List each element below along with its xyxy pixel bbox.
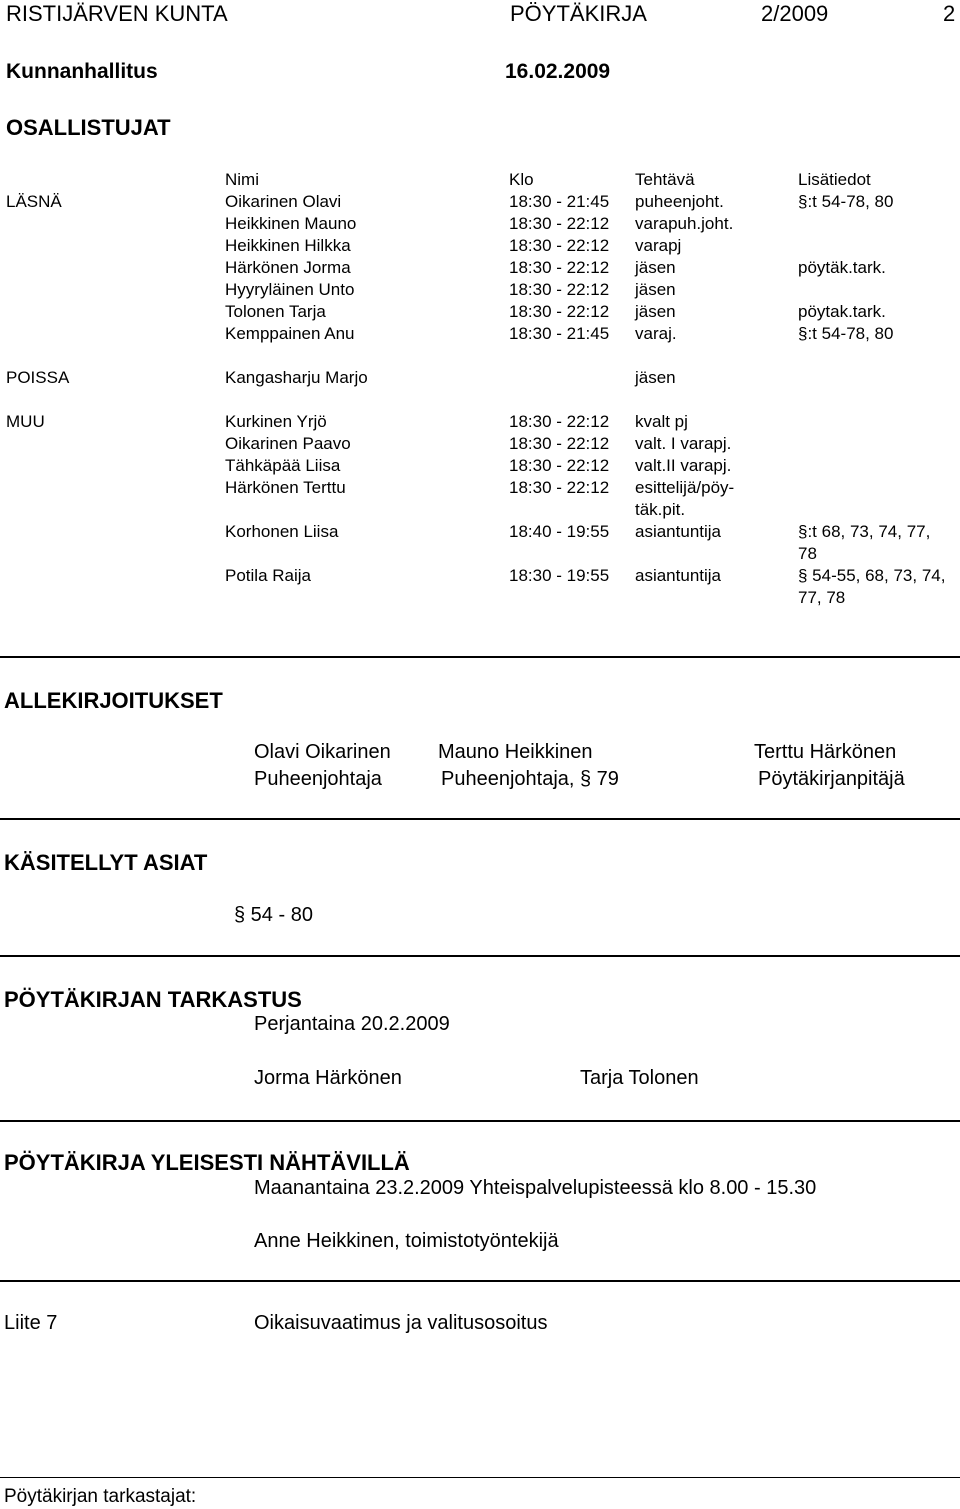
reviewer-name: Tarja Tolonen <box>580 1067 699 1089</box>
handled-items-range: § 54 - 80 <box>234 904 313 926</box>
group-label-absent: POISSA <box>6 368 70 387</box>
participant-time: 18:30 - 22:12 <box>509 280 610 299</box>
participants-title: OSALLISTUJAT <box>6 115 171 140</box>
participant-name: Kemppainen Anu <box>225 324 355 343</box>
footer-divider <box>0 1477 960 1478</box>
reviewer-name: Jorma Härkönen <box>254 1067 402 1089</box>
participant-time: 18:30 - 22:12 <box>509 456 610 475</box>
document-number: 2/2009 <box>761 1 829 26</box>
governing-body: Kunnanhallitus <box>6 60 158 83</box>
signer-name: Mauno Heikkinen <box>438 741 593 763</box>
page-number: 2 <box>943 1 956 26</box>
participant-role: varapj <box>635 236 682 255</box>
signatures-title: ALLEKIRJOITUKSET <box>4 688 223 713</box>
participant-name: Tähkäpää Liisa <box>225 456 341 475</box>
signer-role: Pöytäkirjanpitäjä <box>758 768 905 790</box>
participant-time: 18:30 - 21:45 <box>509 324 610 343</box>
participant-name: Härkönen Jorma <box>225 258 351 277</box>
participant-role: varapuh.joht. <box>635 214 734 233</box>
participant-name: Tolonen Tarja <box>225 302 326 321</box>
column-header-notes: Lisätiedot <box>798 170 871 189</box>
participant-notes: §:t 68, 73, 74, 77, <box>798 522 931 541</box>
absent-role: jäsen <box>635 368 676 387</box>
participant-notes: § 54-55, 68, 73, 74, <box>798 566 946 585</box>
column-header-time: Klo <box>509 170 534 189</box>
participant-role: jäsen <box>635 280 676 299</box>
participant-notes-continued: 77, 78 <box>798 588 846 607</box>
participant-time: 18:30 - 22:12 <box>509 236 610 255</box>
absent-name: Kangasharju Marjo <box>225 368 368 387</box>
appendix-text: Oikaisuvaatimus ja valitusosoitus <box>254 1312 548 1334</box>
participant-notes: pöytäk.tark. <box>798 258 886 277</box>
divider <box>0 1280 960 1282</box>
public-display-by: Anne Heikkinen, toimistotyöntekijä <box>254 1230 559 1252</box>
participant-time: 18:30 - 22:12 <box>509 478 610 497</box>
participant-notes: pöytak.tark. <box>798 302 886 321</box>
signer-role: Puheenjohtaja, § 79 <box>441 768 619 790</box>
participant-name: Heikkinen Hilkka <box>225 236 351 255</box>
column-header-role: Tehtävä <box>635 170 695 189</box>
appendix-label: Liite 7 <box>4 1312 58 1334</box>
participant-name: Kurkinen Yrjö <box>225 412 327 431</box>
participant-name: Härkönen Terttu <box>225 478 346 497</box>
participant-name: Korhonen Liisa <box>225 522 339 541</box>
footer-reviewers-label: Pöytäkirjan tarkastajat: <box>4 1486 197 1507</box>
review-date: Perjantaina 20.2.2009 <box>254 1013 450 1035</box>
review-title: PÖYTÄKIRJAN TARKASTUS <box>4 987 302 1012</box>
participant-time: 18:30 - 22:12 <box>509 434 610 453</box>
group-label-other: MUU <box>6 412 45 431</box>
divider <box>0 656 960 658</box>
meeting-date: 16.02.2009 <box>505 60 611 83</box>
participant-role: valt. I varapj. <box>635 434 732 453</box>
handled-items-title: KÄSITELLYT ASIAT <box>4 850 208 875</box>
participant-role: asiantuntija <box>635 566 722 585</box>
document-type: PÖYTÄKIRJA <box>510 1 647 26</box>
signer-name: Terttu Härkönen <box>754 741 897 763</box>
participant-time: 18:30 - 22:12 <box>509 214 610 233</box>
participant-notes: §:t 54-78, 80 <box>798 192 894 211</box>
participant-role: asiantuntija <box>635 522 722 541</box>
participant-notes: §:t 54-78, 80 <box>798 324 894 343</box>
participant-name: Potila Raija <box>225 566 311 585</box>
participant-role: puheenjoht. <box>635 192 724 211</box>
participant-time: 18:30 - 21:45 <box>509 192 610 211</box>
municipality-name: RISTIJÄRVEN KUNTA <box>6 1 228 26</box>
signer-name: Olavi Oikarinen <box>254 741 391 763</box>
participant-name: Oikarinen Paavo <box>225 434 351 453</box>
public-display-title: PÖYTÄKIRJA YLEISESTI NÄHTÄVILLÄ <box>4 1150 410 1175</box>
divider <box>0 1120 960 1122</box>
participant-time: 18:30 - 22:12 <box>509 258 610 277</box>
participant-role: esittelijä/pöy- <box>635 478 735 497</box>
participant-name: Oikarinen Olavi <box>225 192 342 211</box>
divider <box>0 818 960 820</box>
participant-time: 18:30 - 22:12 <box>509 302 610 321</box>
participant-name: Heikkinen Mauno <box>225 214 357 233</box>
participant-time: 18:30 - 22:12 <box>509 412 610 431</box>
participant-role: jäsen <box>635 302 676 321</box>
participant-time: 18:30 - 19:55 <box>509 566 610 585</box>
participant-role: valt.II varapj. <box>635 456 732 475</box>
divider <box>0 955 960 957</box>
participant-role: jäsen <box>635 258 676 277</box>
participant-name: Hyyryläinen Unto <box>225 280 355 299</box>
column-header-name: Nimi <box>225 170 259 189</box>
public-display-time: Maanantaina 23.2.2009 Yhteispalvelupisteessä klo 8.00 - 15.30 <box>254 1177 817 1199</box>
participant-role: kvalt pj <box>635 412 688 431</box>
participant-notes-continued: 78 <box>798 544 817 563</box>
participant-role-continued: täk.pit. <box>635 500 686 519</box>
participant-role: varaj. <box>635 324 677 343</box>
signer-role: Puheenjohtaja <box>254 768 382 790</box>
participant-time: 18:40 - 19:55 <box>509 522 610 541</box>
group-label-present: LÄSNÄ <box>6 192 62 211</box>
